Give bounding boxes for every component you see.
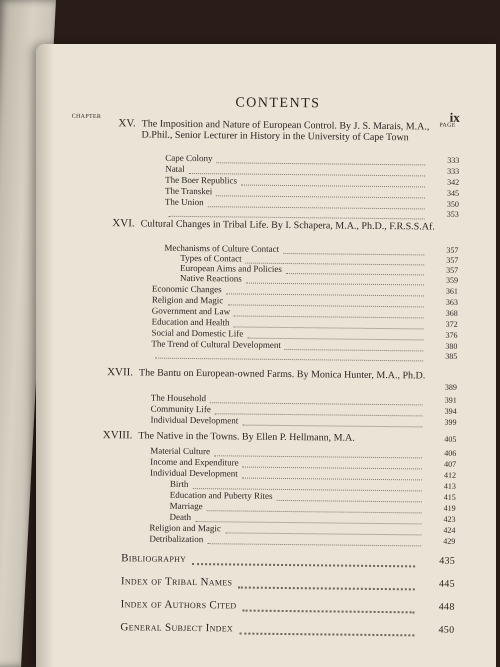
entry-label: Community Life <box>150 403 212 415</box>
chapter-title: The Bantu on European-owned Farms. By Monica Hunter, M.A., Ph.D. <box>139 367 426 382</box>
entry-page: 419 <box>443 503 456 513</box>
entry-page: 333 <box>447 155 460 165</box>
index-bibliography <box>91 552 455 568</box>
contents-title: CONTENTS <box>235 95 321 112</box>
dot-leader <box>239 625 414 637</box>
index-general-subject <box>90 621 454 637</box>
chapter-xv-heading <box>96 118 460 144</box>
entry-label: European Aims and Policies <box>180 262 282 274</box>
entry-page: 357 <box>446 265 459 275</box>
dot-leader <box>238 579 415 591</box>
entry-label: Cape Colony <box>165 152 213 164</box>
entry-page: 407 <box>444 459 457 469</box>
chapter-page: 389 <box>444 382 457 392</box>
entry-label: Material Culture <box>150 445 211 457</box>
dot-leader <box>242 602 414 614</box>
entry-label: Economic Changes <box>151 283 222 295</box>
entry-page: 415 <box>443 492 456 502</box>
index-label: Bibliography <box>121 552 187 565</box>
book-page <box>36 44 496 667</box>
chapter-column-label: CHAPTER <box>71 113 102 121</box>
entry-page: 424 <box>443 525 456 535</box>
chapter-xvi-heading <box>95 218 459 233</box>
roman-page-number: ix <box>449 109 460 125</box>
entry-label: Native Reactions <box>180 272 242 284</box>
entry-label: Individual Development <box>149 467 238 479</box>
entry-page: 380 <box>445 341 458 351</box>
chapter-page: 405 <box>444 434 457 444</box>
entry-page: 368 <box>445 308 458 318</box>
entry-label: Individual Development <box>150 414 239 426</box>
entry-page: 350 <box>446 199 459 209</box>
entry-label: Government and Law <box>151 305 231 317</box>
dot-leader <box>242 419 422 428</box>
entry-page: 359 <box>446 275 459 285</box>
dot-leader <box>169 210 425 220</box>
page-column-label: PAGE <box>439 122 456 129</box>
entry-label: Religion and Magic <box>151 294 224 306</box>
entry-label: Education and Health <box>151 316 230 328</box>
entry-label: The Household <box>150 392 207 404</box>
entry-page: 376 <box>445 330 458 340</box>
index-page: 435 <box>439 555 456 567</box>
chapter-number: XVII. <box>107 366 134 379</box>
entry-page: 423 <box>443 514 456 524</box>
index-page: 445 <box>438 578 455 590</box>
entry-page: 357 <box>446 245 459 255</box>
dot-leader <box>207 537 421 546</box>
entry-page: 412 <box>443 470 457 480</box>
contents-block <box>71 94 460 636</box>
entry-label: The Transkei <box>164 185 213 197</box>
index-page: 448 <box>438 601 455 613</box>
chapter-number: XV. <box>118 117 136 130</box>
chapter-xvii-heading <box>93 367 457 393</box>
index-label: Index of Authors Cited <box>120 598 237 612</box>
entry-page: 406 <box>444 448 457 458</box>
entry-page: 345 <box>446 188 460 198</box>
entry-label: Mechanisms of Culture Contact <box>164 242 280 254</box>
entry-page: 361 <box>445 286 459 296</box>
chapter-title: Cultural Changes in Tribal Life. By I. Schapera, M.A., Ph.D., F.R.S.S.Af. <box>140 218 435 233</box>
index-label: Index of Tribal Names <box>120 575 233 589</box>
entry-page: 342 <box>447 177 460 187</box>
chapter-title: The Native in the Towns. By Ellen P. Hellmann, M.A. <box>138 430 355 444</box>
entry-page: 413 <box>443 481 456 491</box>
entry-label: The Union <box>164 196 204 208</box>
entry-label: Marriage <box>169 500 203 512</box>
entry-page: 363 <box>445 297 458 307</box>
dot-leader <box>192 555 415 567</box>
entry-page: 333 <box>447 166 460 176</box>
entry-label: Religion and Magic <box>149 522 222 534</box>
entry-label: Death <box>169 511 192 523</box>
entry-page: 385 <box>445 351 458 361</box>
entry-label: The Trend of Cultural Development <box>151 338 281 350</box>
entry-label: Detribalization <box>149 533 204 545</box>
entry-page: 353 <box>446 209 459 219</box>
dot-leader <box>276 494 421 503</box>
chapter-number: XVIII. <box>102 429 133 442</box>
index-tribal-names <box>91 575 455 591</box>
entry-label: Types of Contact <box>180 252 242 264</box>
chapter-title: The Imposition and Nature of European Control. By J. S. Marais, M.A., D.Phil., Senior Lecturer in History in the University of Cape Town <box>141 118 430 144</box>
entry-page: 391 <box>444 395 457 405</box>
index-authors-cited <box>91 598 455 614</box>
entry-label: Income and Expenditure <box>150 456 239 468</box>
index-page: 450 <box>438 624 455 636</box>
entry-label: The Boer Republics <box>165 174 238 186</box>
entry-page: 394 <box>444 406 457 416</box>
entry-label: Education and Puberty Rites <box>169 489 273 501</box>
entry-page: 357 <box>446 255 459 265</box>
index-label: General Subject Index <box>120 621 234 635</box>
entry-label: Birth <box>169 478 189 489</box>
entry-page: 372 <box>445 319 458 329</box>
page-gutter <box>36 44 54 667</box>
entry-label: Social and Domestic Life <box>151 327 244 339</box>
entry-page: 429 <box>443 536 456 546</box>
chapter-xviii-heading <box>92 430 456 445</box>
dot-leader <box>155 352 423 362</box>
entry-page: 399 <box>444 417 457 427</box>
entry-label: Natal <box>165 163 185 174</box>
chapter-number: XVI. <box>112 217 135 230</box>
